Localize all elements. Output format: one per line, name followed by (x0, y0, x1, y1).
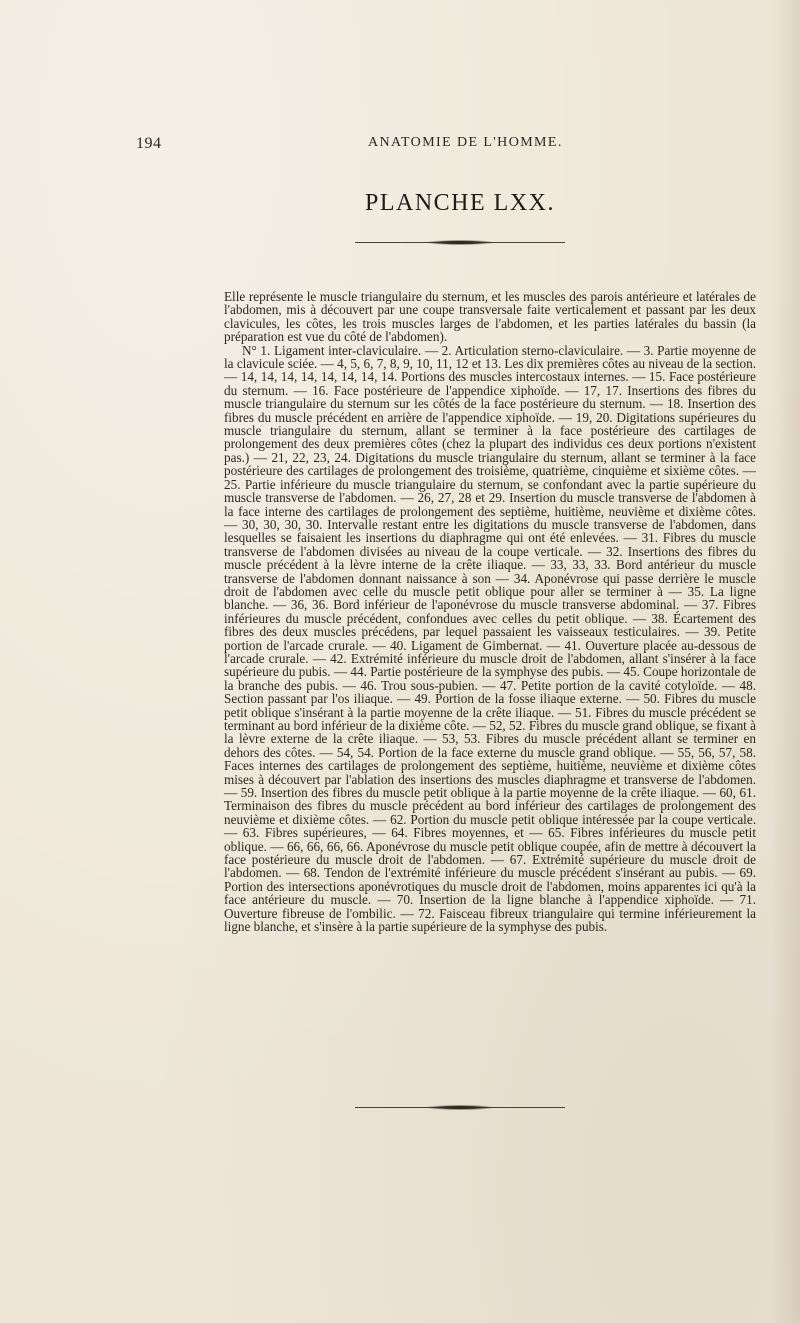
page-number: 194 (136, 135, 162, 152)
plate-title: PLANCHE LXX. (365, 190, 555, 216)
legend-paragraph: N° 1. Ligament inter-claviculaire. — 2. Articulation sterno-claviculaire. — 3. Partie moyenne de la clavicule sciée. — 4, 5, 6, 7, 8, 9, 10, 11, 12 et 13. Les dix premières côtes au niveau de la section. — 14, 14, 14, 14, 14, 14, 14, 14. Portions des muscles intercostaux internes. — 15. Face postérieure du sternum. — 16. Face postérieure de l'appendice xiphoïde. — 17, 17. Insertions des fibres du muscle triangulaire du sternum sur les côtés de la face postérieure du sternum. — 18. Insertion des fibres du muscle précédent en arrière de l'appendice xiphoïde. — 19, 20. Digitations supérieures du muscle triangulaire du sternum, allant se terminer à la face postérieure des cartilages de prolongement des deux premières côtes (chez la plupart des individus ces deux portions n'existent pas.) — 21, 22, 23, 24. Digitations du muscle triangulaire du sternum, allant se terminer à la face postérieure des cartilages de prolongement des troisième, quatrième, cinquième et sixième côtes. — 25. Partie inférieure du muscle triangulaire du sternum, se confondant avec la partie supérieure du muscle transverse de l'abdomen. — 26, 27, 28 et 29. Insertion du muscle transverse de l'abdomen à la face interne des cartilages de prolongement des septième, huitième, neuvième et dixième côtes. — 30, 30, 30, 30. Intervalle restant entre les digitations du muscle transverse de l'abdomen, dans lesquelles se faisaient les insertions du diaphragme qui ont été enlevées. — 31. Fibres du muscle transverse de l'abdomen divisées au niveau de la coupe verticale. — 32. Insertions des fibres du muscle précédent à la lèvre interne de la crête iliaque. — 33, 33, 33. Bord antérieur du muscle transverse de l'abdomen donnant naissance à son — 34. Aponévrose qui passe derrière le muscle droit de l'abdomen avec celle du muscle petit oblique pour aller se terminer à — 35. La ligne blanche. — 36, 36. Bord inférieur de l'aponévrose du muscle transverse abdominal. — 37. Fibres inférieures du muscle précédent, confondues avec celles du petit oblique. — 38. Écartement des fibres des deux muscles précédens, par lequel passaient les vaisseaux testiculaires. — 39. Petite portion de l'arcade crurale. — 40. Ligament de Gimbernat. — 41. Ouverture placée au-dessous de l'arcade crurale. — 42. Extrémité inférieure du muscle droit de l'abdomen, allant s'insérer à la face supérieure du pubis. — 44. Partie postérieure de la symphyse des pubis. — 45. Coupe horizontale de la branche des pubis. — 46. Trou sous-pubien. — 47. Petite portion de la cavité cotyloïde. — 48. Section passant par l'os iliaque. — 49. Portion de la fosse iliaque externe. — 50. Fibres du muscle petit oblique s'insérant à la partie moyenne de la crête iliaque. — 51. Fibres du muscle précédent se terminant au bord inférieur de la dixième côte. — 52, 52. Fibres du muscle grand oblique, se fixant à la lèvre externe de la crête iliaque. — 53, 53. Fibres du muscle précédent allant se terminer en dehors des côtes. — 54, 54. Portion de la face externe du muscle grand oblique. — 55, 56, 57, 58. Faces internes des cartilages de prolongement des septième, huitième, neuvième et dixième côtes mises à découvert par l'ablation des insertions des muscles diaphragme et transverse de l'abdomen. — 59. Insertion des fibres du muscle petit oblique à la partie moyenne de la crête iliaque. — 60, 61. Terminaison des fibres du muscle précédent au bord inférieur des cartilages de prolongement des neuvième et dixième côtes. — 62. Portion du muscle petit oblique intéressée par la coupe verticale. — 63. Fibres supérieures, — 64. Fibres moyennes, et — 65. Fibres inférieures du muscle petit oblique. — 66, 66, 66, 66. Aponévrose du muscle petit oblique coupée, afin de mettre à découvert la face postérieure du muscle droit de l'abdomen. — 67. Extrémité supérieure du muscle droit de l'abdomen. — 68. Tendon de l'extrémité inférieure du muscle précédent s'insérant au pubis. — 69. Portion des intersections aponévrotiques du muscle droit de l'abdomen, moins apparentes ici qu'à la face antérieure du muscle. — 70. Insertion de la ligne blanche à l'appendice xiphoïde. — 71. Ouverture fibreuse de l'ombilic. — 72. Faisceau fibreux triangulaire qui termine inférieurement la ligne blanche, et s'insère à la partie supérieure de la symphyse des pubis. (224, 342, 756, 935)
plate-description (224, 290, 756, 934)
bottom-ornamental-rule (355, 1103, 565, 1113)
intro-paragraph: Elle représente le muscle triangulaire du sternum, et les muscles des parois antérieure et latérales de l'abdomen, mis à découvert par une coupe transversale faite verticalement et passant par les deux clavicules, les côtes, les trois muscles larges de l'abdomen, et les parties latérales du bassin (la préparation est vue du côté de l'abdomen). (224, 289, 756, 345)
top-ornamental-rule (355, 238, 565, 248)
running-head: ANATOMIE DE L'HOMME. (368, 135, 563, 150)
